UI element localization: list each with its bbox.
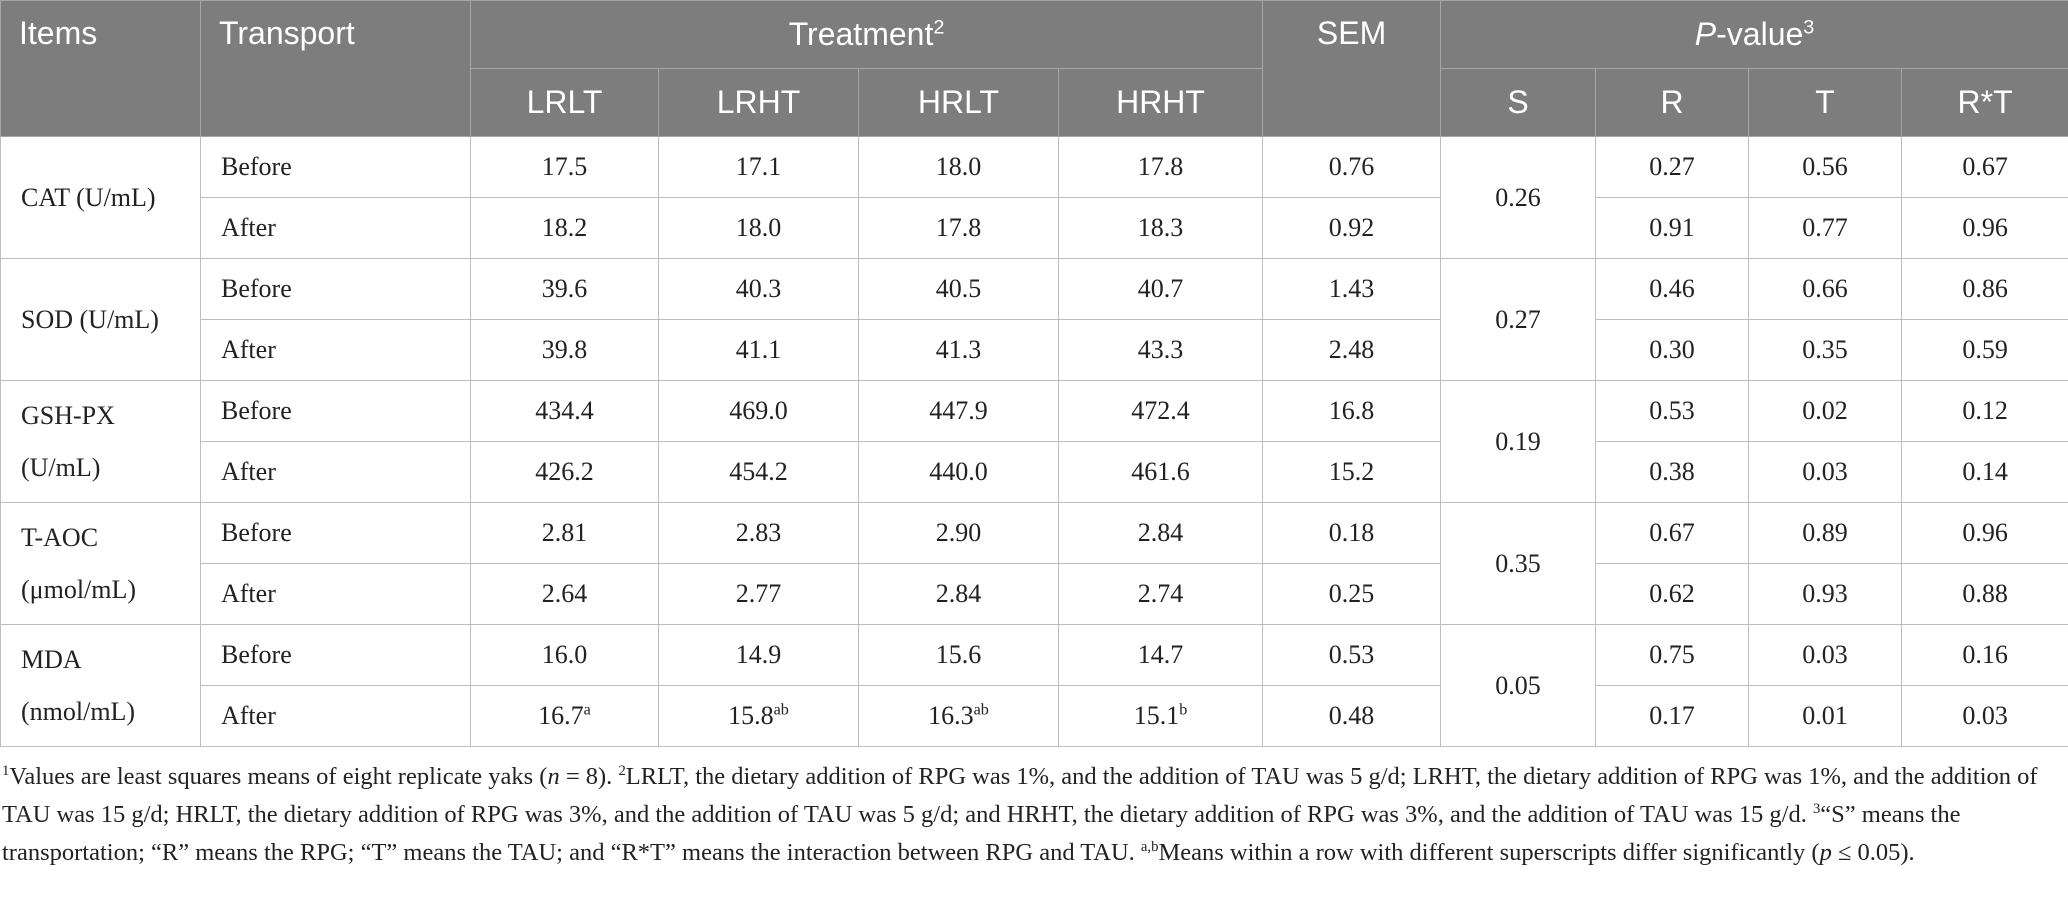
value: 41.3 <box>935 335 982 364</box>
treatment-value-cell <box>1059 442 1263 503</box>
value: 472.4 <box>1131 396 1190 425</box>
sem-cell: 0.92 <box>1263 198 1441 259</box>
treatment-value-cell <box>659 137 859 198</box>
pvalue-t-cell: 0.02 <box>1749 381 1902 442</box>
significance-superscript: b <box>1179 701 1188 719</box>
value: 40.3 <box>735 274 782 303</box>
header-sem: SEM <box>1263 1 1441 137</box>
item-cell: T-AOC (μmol/mL) <box>1 503 201 625</box>
pvalue-t-cell: 0.01 <box>1749 686 1902 747</box>
treatment-value-cell <box>659 625 859 686</box>
transport-cell: After <box>201 198 471 259</box>
pvalue-r-cell: 0.17 <box>1596 686 1749 747</box>
treatment-value-cell <box>471 503 659 564</box>
pvalue-s-cell: 0.27 <box>1441 259 1596 381</box>
pvalue-t-cell: 0.03 <box>1749 625 1902 686</box>
value: 15.8 <box>728 701 774 730</box>
pvalue-t-cell: 0.89 <box>1749 503 1902 564</box>
header-transport: Transport <box>201 1 471 137</box>
value: 41.1 <box>735 335 782 364</box>
pvalue-t-cell: 0.77 <box>1749 198 1902 259</box>
header-treatment: Treatment$^2$ <box>471 1 1263 69</box>
sem-cell: 2.48 <box>1263 320 1441 381</box>
treatment-value-cell <box>859 198 1059 259</box>
table-footnote: $^1$Values are least squares means of eight replicate yaks (n = 8). $^2$LRLT, the dietary addition of RPG was 1%, and the addition of TAU was 5 g/d; LRHT, the dietary addition of RPG was 1%, and the addition of TAU was 15 g/d; HRLT, the dietary addition of RPG was 3%, and the addition of TAU was 5 g/d; and HRHT, the dietary addition of RPG was 3%, and the addition of TAU was 15 g/d. $^3$“S” means the transportation; “R” means the RPG; “T” means the TAU; and “R*T” means the interaction between RPG and TAU. $^{a,b}$Means within a row with different superscripts differ significantly (p ≤ 0.05). <box>2 762 2038 866</box>
value: 40.7 <box>1137 274 1184 303</box>
pvalue-r-cell: 0.91 <box>1596 198 1749 259</box>
value: 14.9 <box>735 640 782 669</box>
sem-cell: 0.48 <box>1263 686 1441 747</box>
treatment-value-cell <box>471 259 659 320</box>
value: 39.6 <box>541 274 588 303</box>
value: 2.77 <box>735 579 782 608</box>
treatment-value-cell <box>859 564 1059 625</box>
value: 2.64 <box>541 579 588 608</box>
treatment-value-cell <box>471 564 659 625</box>
treatment-value-cell <box>471 625 659 686</box>
treatment-value-cell <box>659 198 859 259</box>
transport-cell: Before <box>201 259 471 320</box>
value: 18.3 <box>1137 213 1184 242</box>
value: 426.2 <box>535 457 594 486</box>
value: 17.1 <box>735 152 782 181</box>
pvalue-rt-cell: 0.59 <box>1902 320 2068 381</box>
value: 16.7 <box>538 701 584 730</box>
significance-superscript: ab <box>773 701 789 719</box>
transport-cell: After <box>201 564 471 625</box>
significance-superscript: ab <box>973 701 989 719</box>
value: 2.83 <box>735 518 782 547</box>
treatment-value-cell <box>1059 625 1263 686</box>
pvalue-t-cell: 0.03 <box>1749 442 1902 503</box>
transport-cell: After <box>201 686 471 747</box>
treatment-value-cell <box>659 686 859 747</box>
value: 469.0 <box>729 396 788 425</box>
treatment-value-cell <box>471 442 659 503</box>
table-row <box>1 686 2068 747</box>
table-row <box>1 198 2068 259</box>
value: 2.84 <box>935 579 982 608</box>
treatment-value-cell <box>471 198 659 259</box>
pvalue-s-cell: 0.26 <box>1441 137 1596 259</box>
treatment-value-cell <box>471 320 659 381</box>
pvalue-rt-cell: 0.96 <box>1902 198 2068 259</box>
transport-cell: Before <box>201 503 471 564</box>
treatment-value-cell <box>471 686 659 747</box>
pvalue-s-cell: 0.35 <box>1441 503 1596 625</box>
sem-cell: 0.25 <box>1263 564 1441 625</box>
pvalue-rt-cell: 0.12 <box>1902 381 2068 442</box>
transport-cell: After <box>201 320 471 381</box>
value: 17.8 <box>1137 152 1184 181</box>
pvalue-rt-cell: 0.67 <box>1902 137 2068 198</box>
header-s: S <box>1441 69 1596 137</box>
treatment-value-cell <box>859 381 1059 442</box>
treatment-value-cell <box>1059 686 1263 747</box>
pvalue-rt-cell: 0.88 <box>1902 564 2068 625</box>
treatment-value-cell <box>859 686 1059 747</box>
treatment-value-cell <box>659 320 859 381</box>
header-hrht: HRHT <box>1059 69 1263 137</box>
table-row <box>1 381 2068 442</box>
pvalue-rt-cell: 0.03 <box>1902 686 2068 747</box>
table-row <box>1 564 2068 625</box>
value: 447.9 <box>929 396 988 425</box>
table-row <box>1 625 2068 686</box>
header-pvalue: P-value$^3$ <box>1441 1 2068 69</box>
sem-cell: 0.76 <box>1263 137 1441 198</box>
value: 17.8 <box>935 213 982 242</box>
value: 461.6 <box>1131 457 1190 486</box>
value: 16.3 <box>928 701 974 730</box>
treatment-value-cell <box>859 503 1059 564</box>
treatment-value-cell <box>859 137 1059 198</box>
sem-cell: 1.43 <box>1263 259 1441 320</box>
item-cell: MDA (nmol/mL) <box>1 625 201 747</box>
transport-cell: Before <box>201 381 471 442</box>
header-items: Items <box>1 1 201 137</box>
value: 454.2 <box>729 457 788 486</box>
treatment-value-cell <box>1059 137 1263 198</box>
header-t: T <box>1749 69 1902 137</box>
value: 16.0 <box>541 640 588 669</box>
transport-cell: Before <box>201 625 471 686</box>
pvalue-rt-cell: 0.16 <box>1902 625 2068 686</box>
pvalue-r-cell: 0.30 <box>1596 320 1749 381</box>
header-lrht: LRHT <box>659 69 859 137</box>
table-row <box>1 259 2068 320</box>
treatment-value-cell <box>1059 259 1263 320</box>
treatment-value-cell <box>859 259 1059 320</box>
treatment-value-cell <box>659 503 859 564</box>
pvalue-t-cell: 0.35 <box>1749 320 1902 381</box>
sem-cell: 0.18 <box>1263 503 1441 564</box>
value: 18.2 <box>541 213 588 242</box>
table-row <box>1 442 2068 503</box>
item-cell: SOD (U/mL) <box>1 259 201 381</box>
treatment-value-cell <box>1059 503 1263 564</box>
treatment-value-cell <box>659 381 859 442</box>
table-row <box>1 320 2068 381</box>
value: 18.0 <box>935 152 982 181</box>
value: 15.1 <box>1133 701 1180 730</box>
treatment-value-cell <box>859 320 1059 381</box>
value: 2.90 <box>935 518 982 547</box>
pvalue-r-cell: 0.62 <box>1596 564 1749 625</box>
value: 40.5 <box>935 274 982 303</box>
pvalue-r-cell: 0.67 <box>1596 503 1749 564</box>
significance-superscript: a <box>583 701 591 719</box>
value: 43.3 <box>1137 335 1184 364</box>
value: 2.74 <box>1137 579 1184 608</box>
treatment-value-cell <box>1059 381 1263 442</box>
transport-cell: After <box>201 442 471 503</box>
treatment-value-cell <box>859 625 1059 686</box>
treatment-value-cell <box>659 564 859 625</box>
treatment-value-cell <box>659 442 859 503</box>
value: 2.84 <box>1137 518 1184 547</box>
sem-cell: 16.8 <box>1263 381 1441 442</box>
treatment-value-cell <box>471 137 659 198</box>
pvalue-r-cell: 0.27 <box>1596 137 1749 198</box>
table-header <box>1 1 2068 137</box>
value: 440.0 <box>929 457 988 486</box>
item-cell: CAT (U/mL) <box>1 137 201 259</box>
header-lrlt: LRLT <box>471 69 659 137</box>
value: 17.5 <box>541 152 588 181</box>
pvalue-s-cell: 0.19 <box>1441 381 1596 503</box>
value: 39.8 <box>541 335 588 364</box>
pvalue-rt-cell: 0.86 <box>1902 259 2068 320</box>
header-hrlt: HRLT <box>859 69 1059 137</box>
value: 18.0 <box>735 213 782 242</box>
value: 15.6 <box>935 640 982 669</box>
item-cell: GSH-PX (U/mL) <box>1 381 201 503</box>
transport-cell: Before <box>201 137 471 198</box>
header-r: R <box>1596 69 1749 137</box>
treatment-value-cell <box>1059 198 1263 259</box>
value: 434.4 <box>535 396 594 425</box>
value: 2.81 <box>541 518 588 547</box>
pvalue-r-cell: 0.46 <box>1596 259 1749 320</box>
pvalue-t-cell: 0.66 <box>1749 259 1902 320</box>
pvalue-r-cell: 0.38 <box>1596 442 1749 503</box>
table-body <box>1 137 2068 747</box>
treatment-value-cell <box>471 381 659 442</box>
table-row <box>1 137 2068 198</box>
pvalue-rt-cell: 0.96 <box>1902 503 2068 564</box>
pvalue-rt-cell: 0.14 <box>1902 442 2068 503</box>
treatment-value-cell <box>1059 320 1263 381</box>
pvalue-t-cell: 0.56 <box>1749 137 1902 198</box>
treatment-value-cell <box>1059 564 1263 625</box>
value: 14.7 <box>1137 640 1184 669</box>
pvalue-s-cell: 0.05 <box>1441 625 1596 747</box>
treatment-value-cell <box>859 442 1059 503</box>
treatment-value-cell <box>659 259 859 320</box>
header-rt: R*T <box>1902 69 2068 137</box>
sem-cell: 0.53 <box>1263 625 1441 686</box>
table-row <box>1 503 2068 564</box>
sem-cell: 15.2 <box>1263 442 1441 503</box>
pvalue-r-cell: 0.75 <box>1596 625 1749 686</box>
pvalue-t-cell: 0.93 <box>1749 564 1902 625</box>
pvalue-r-cell: 0.53 <box>1596 381 1749 442</box>
